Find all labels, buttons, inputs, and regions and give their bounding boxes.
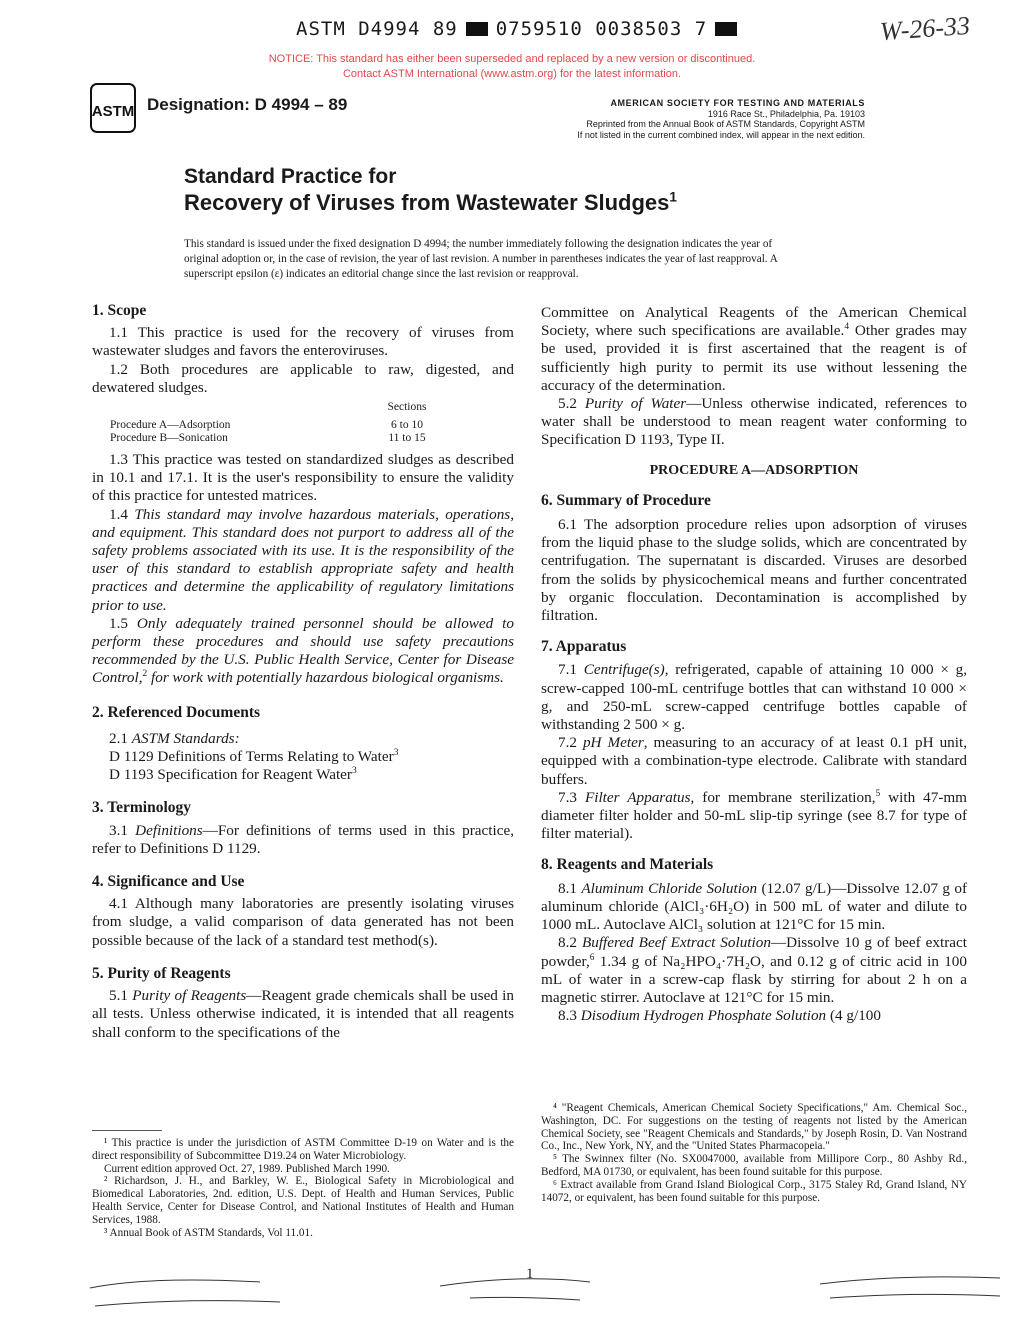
para-7-1: 7.1 Centrifuge(s), refrigerated, capable of attaining 10 000 × g, screw-capped 100-mL centrifuge bottles that can withstand 10 000 × g, and 250-mL screw-capped centrifuge bottles capable of withstanding 2 500 × g. [541, 661, 967, 734]
section-4-heading: 4. Significance and Use [92, 873, 245, 891]
section-6-heading: 6. Summary of Procedure [541, 491, 711, 509]
para-4-1: 4.1 Although many laboratories are presently isolating viruses from sludge, a valid comparison of data generated has not been possible because of the lack of a standard test method(s). [92, 895, 514, 949]
reference-item: D 1129 Definitions of Terms Relating to Water$^3$ [109, 748, 399, 766]
procedure-table: Sections Procedure A—Adsorption 6 to 10 Procedure B—Sonication 11 to 15 [110, 401, 427, 445]
para-7-2: 7.2 pH Meter, measuring to an accuracy of at least 0.1 pH unit, equipped with a combination-type electrode. Calibrate with standard buffers. [541, 734, 967, 788]
table-row: Procedure A—Adsorption [110, 419, 231, 432]
designation: Designation: D 4994 – 89 [147, 95, 348, 114]
document-code-line: ASTM D4994 89 0759510 0038503 7 [296, 18, 745, 40]
para-7-3: 7.3 Filter Apparatus, for membrane sterilization,$^5$ with 47-mm diameter filter holder and 50-mL slip-tip syringe (see 8.7 for type of filter material). [541, 788, 967, 843]
section-2-heading: 2. Referenced Documents [92, 703, 261, 721]
para-1-4: 1.4 This standard may involve hazardous materials, operations, and equipment. This standard does not purport to address all of the safety problems associated with its use. It is the responsibility of the user of this standard to establish appropriate safety and health practices and determine the applicability of regulatory limitations prior to use. [92, 505, 515, 614]
reference-item: D 1193 Specification for Reagent Water$^3$ [109, 766, 357, 784]
table-row: Procedure B—Sonication [110, 432, 228, 445]
footnote-4: ⁴ "Reagent Chemicals, American Chemical Society Specifications," Am. Chemical Soc., Washington, DC. For suggestions on the testing of reagents not listed by the American Chemical Society, see "Reagent Chemicals and Standards," by Joseph Rosin, D. Van Nostrand Co., Inc., New York, NY, and the "United States Pharmacopeia." [541, 1102, 967, 1153]
title-line-1: Standard Practice for [184, 165, 397, 188]
procedure-a-heading: PROCEDURE A—ADSORPTION [649, 462, 859, 478]
footnote-1: ¹ This practice is under the jurisdiction of ASTM Committee D-19 on Water and is the direct responsibility of Subcommittee D19.24 on Water Microbiology. [92, 1137, 514, 1162]
para-3-1: 3.1 Definitions—For definitions of terms used in this practice, refer to Definitions D 1129. [92, 821, 515, 857]
para-1-1: 1.1 This practice is used for the recovery of viruses from wastewater sludges and favors the enteroviruses. [92, 324, 514, 360]
para-1-2: 1.2 Both procedures are applicable to raw, digested, and dewatered sludges. [92, 360, 514, 396]
left-column [92, 302, 514, 1042]
para-6-1: 6.1 The adsorption procedure relies upon adsorption of viruses from the liquid phase to the sludge solids, which are concentrated by centrifugation. The supernatant is discarded. Viruses are desorbed from the solids by physicochemical means and further concentrated by organic flocculation. Decontamination is accomplished by filtration. [541, 516, 967, 625]
para-1-5: 1.5 Only adequately trained personnel should be allowed to perform these procedures and should use safety precautions recommended by the U.S. Public Health Service, Center for Disease Control,$^2$ for work with potentially hazardous biological organisms. [92, 614, 514, 687]
section-8-heading: 8. Reagents and Materials [541, 856, 714, 874]
para-5-1: 5.1 Purity of Reagents—Reagent grade chemicals shall be used in all tests. Unless otherwise indicated, it is intended that all reagents shall conform to the specifications of the [92, 987, 514, 1041]
para-5-1-continued: Committee on Analytical Reagents of the American Chemical Society, where such specifications are available.$^4$ Other grades may be used, provided it is first ascertained that the reagent is of sufficiently high purity to permit its use without lessening the accuracy of the determination. [541, 304, 967, 394]
para-8-1: 8.1 Aluminum Chloride Solution (12.07 g/L)—Dissolve 12.07 g of aluminum chloride (AlCl₃·6H₂O) in 500 mL of water and dilute to 1000 mL. Autoclave AlCl₃ solution at 121°C for 15 min. [541, 879, 968, 934]
footnotes-right [541, 1102, 967, 1204]
supersede-notice: NOTICE: This standard has either been superseded and replaced by a new version or discontinued. Contact ASTM International (www.astm.org) for the latest information. [268, 53, 756, 80]
footnote-2: ² Richardson, J. H., and Barkley, W. E., Biological Safety in Microbiological and Biomedical Laboratories, 2nd. edition, U.S. Dept. of Health and Human Services, Public Health Service, Center for Disease Control, and National Institutes of Health and Human Services, 1988. [92, 1175, 514, 1226]
astm-logo [90, 83, 136, 133]
para-5-2: 5.2 Purity of Water—Unless otherwise indicated, references to water shall be understood to mean reagent water conforming to Specification D 1193, Type II. [541, 395, 968, 449]
black-block-mark [715, 22, 737, 36]
footnote-3: ³ Annual Book of ASTM Standards, Vol 11.01. [104, 1226, 313, 1239]
black-block-mark [466, 22, 488, 36]
para-2-1: 2.1 ASTM Standards: [109, 729, 240, 747]
section-1-heading: 1. Scope [92, 302, 147, 319]
footnote-1b: Current edition approved Oct. 27, 1989. Published March 1990. [104, 1162, 390, 1175]
footnote-divider [92, 1130, 162, 1131]
society-info: AMERICAN SOCIETY FOR TESTING AND MATERIALS 1916 Race St., Philadelphia, Pa. 19103 Reprinted from the Annual Book of ASTM Standards, Copyright ASTM If not listed in the current combined index, will appear in the next edition. [577, 98, 865, 140]
page-number: 1 [526, 1266, 534, 1282]
right-column [541, 304, 967, 1025]
scan-edge-marks [0, 1268, 1024, 1320]
section-5-heading: 5. Purity of Reagents [92, 964, 231, 982]
section-3-heading: 3. Terminology [92, 799, 192, 817]
footnote-6: ⁶ Extract available from Grand Island Biological Corp., 3175 Staley Rd, Grand Island, NY 14072, or equivalent, has been found suitable for this purpose. [541, 1178, 967, 1204]
para-1-3: 1.3 This practice was tested on standardized sludges as described in 10.1 and 17.1. It is the user's responsibility to ensure the validity of this practice for untested matrices. [92, 451, 514, 505]
footnote-5: ⁵ The Swinnex filter (No. SX0047000, available from Millipore Corp., 80 Ashby Rd., Bedford, MA 01730, or equivalent, has been found suitable for this purpose. [541, 1153, 967, 1178]
title-line-2: Recovery of Viruses from Wastewater Sludges$^1$ [184, 189, 677, 215]
issue-note: This standard is issued under the fixed designation D 4994; the number immediately following the designation indicates the year of original adoption or, in the case of revision, the year of last revision. A number in parentheses indicates the year of last reapproval. A superscript epsilon (ε) indicates an editorial change since the last revision or reapproval. [184, 238, 778, 280]
footnotes-left [92, 1130, 514, 1239]
para-8-3: 8.3 Disodium Hydrogen Phosphate Solution (4 g/100 [558, 1007, 881, 1025]
handwritten-annotation: W-26-33 [879, 10, 971, 47]
para-8-2: 8.2 Buffered Beef Extract Solution—Dissolve 10 g of beef extract powder,$^6$ 1.34 g of Na₂HPO₄·7H₂O, and 0.12 g of citric acid in 100 mL of water in a screw-cap flask by stirring for about 2 h on a magnetic stirrer. Autoclave at 121°C for 15 min. [541, 934, 967, 1006]
section-7-heading: 7. Apparatus [541, 638, 627, 656]
svg-text:ASTM: ASTM [91, 103, 135, 120]
